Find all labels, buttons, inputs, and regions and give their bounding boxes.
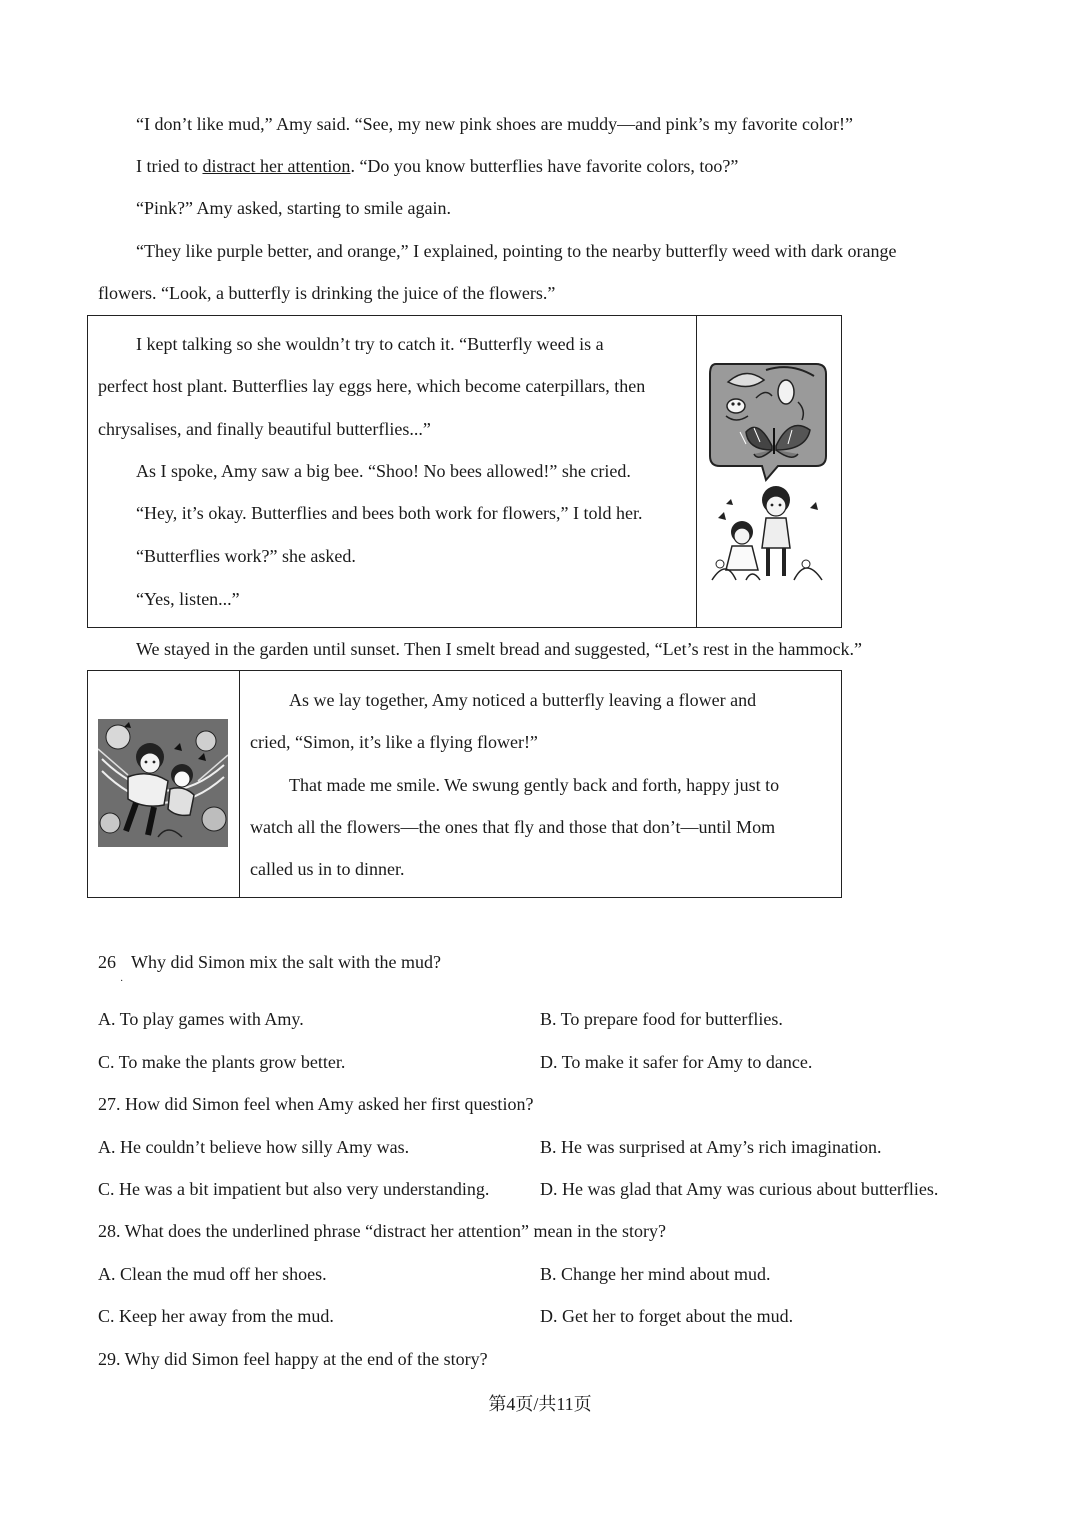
box-1-line-6: “Butterflies work?” she asked.	[136, 546, 356, 566]
question-27-option-c: C. He was a bit impatient but also very understanding.	[98, 1179, 490, 1199]
page-footer: 第4页/共11页	[488, 1394, 592, 1414]
box-1-line-3: chrysalises, and finally beautiful butterflies...”	[98, 419, 431, 439]
question-28-option-b: B. Change her mind about mud.	[540, 1264, 771, 1284]
story-paragraph-2	[136, 154, 738, 178]
question-27-option-a: A. He couldn’t believe how silly Amy was.	[98, 1137, 410, 1157]
story-paragraph-1: “I don’t like mud,” Amy said. “See, my new pink shoes are muddy—and pink’s my favorite color!”	[136, 114, 854, 134]
question-27-option-b: B. He was surprised at Amy’s rich imagination.	[540, 1137, 882, 1157]
question-28-text: 28. What does the underlined phrase “distract her attention” mean in the story?	[98, 1221, 666, 1241]
question-26-text: Why did Simon mix the salt with the mud?	[131, 952, 441, 972]
story-paragraph-2-post: . “Do you know butterflies have favorite colors, too?”	[350, 156, 739, 176]
box-2-line-1: As we lay together, Amy noticed a butterfly leaving a flower and	[289, 690, 757, 710]
box-1-line-7: “Yes, listen...”	[136, 589, 240, 609]
box-2-line-2: cried, “Simon, it’s like a flying flower!”	[250, 732, 538, 752]
box-1-divider	[696, 315, 697, 628]
box-1-line-1: I kept talking so she wouldn’t try to catch it. “Butterfly weed is a	[136, 334, 604, 354]
box-1-line-4: As I spoke, Amy saw a big bee. “Shoo! No bees allowed!” she cried.	[136, 461, 631, 481]
question-26-dot: ·	[120, 976, 124, 987]
question-26-option-a: A. To play games with Amy.	[98, 1009, 304, 1029]
question-28-option-c: C. Keep her away from the mud.	[98, 1306, 334, 1326]
story-mid-paragraph: We stayed in the garden until sunset. Then I smelt bread and suggested, “Let’s rest in the hammock.”	[136, 639, 863, 659]
box-1-line-2: perfect host plant. Butterflies lay eggs here, which become caterpillars, then	[98, 376, 646, 396]
story-paragraph-4-line-2: flowers. “Look, a butterfly is drinking the juice of the flowers.”	[98, 283, 556, 303]
underlined-phrase: distract her attention	[202, 156, 351, 176]
question-29-text: 29. Why did Simon feel happy at the end of the story?	[98, 1349, 488, 1369]
question-26-option-b: B. To prepare food for butterflies.	[540, 1009, 783, 1029]
question-26-option-d: D. To make it safer for Amy to dance.	[540, 1052, 813, 1072]
butterfly-lifecycle-illustration	[706, 358, 832, 582]
story-paragraph-3: “Pink?” Amy asked, starting to smile again.	[136, 198, 451, 218]
question-27-option-d: D. He was glad that Amy was curious about butterflies.	[540, 1179, 939, 1199]
story-paragraph-4-line-1: “They like purple better, and orange,” I explained, pointing to the nearby butterfly weed with dark orange	[136, 241, 897, 261]
box-2-divider	[239, 670, 240, 898]
box-2-line-5: called us in to dinner.	[250, 859, 405, 879]
question-28-option-d: D. Get her to forget about the mud.	[540, 1306, 794, 1326]
question-26-number: 26	[98, 952, 116, 972]
story-paragraph-2-pre: I tried to	[136, 156, 203, 176]
question-26-option-c: C. To make the plants grow better.	[98, 1052, 346, 1072]
hammock-illustration	[98, 719, 228, 847]
question-27-text: 27. How did Simon feel when Amy asked her first question?	[98, 1094, 534, 1114]
box-1-line-5: “Hey, it’s okay. Butterflies and bees both work for flowers,” I told her.	[136, 503, 643, 523]
question-28-option-a: A. Clean the mud off her shoes.	[98, 1264, 327, 1284]
box-2-line-4: watch all the flowers—the ones that fly and those that don’t—until Mom	[250, 817, 776, 837]
box-2-line-3: That made me smile. We swung gently back and forth, happy just to	[289, 775, 780, 795]
